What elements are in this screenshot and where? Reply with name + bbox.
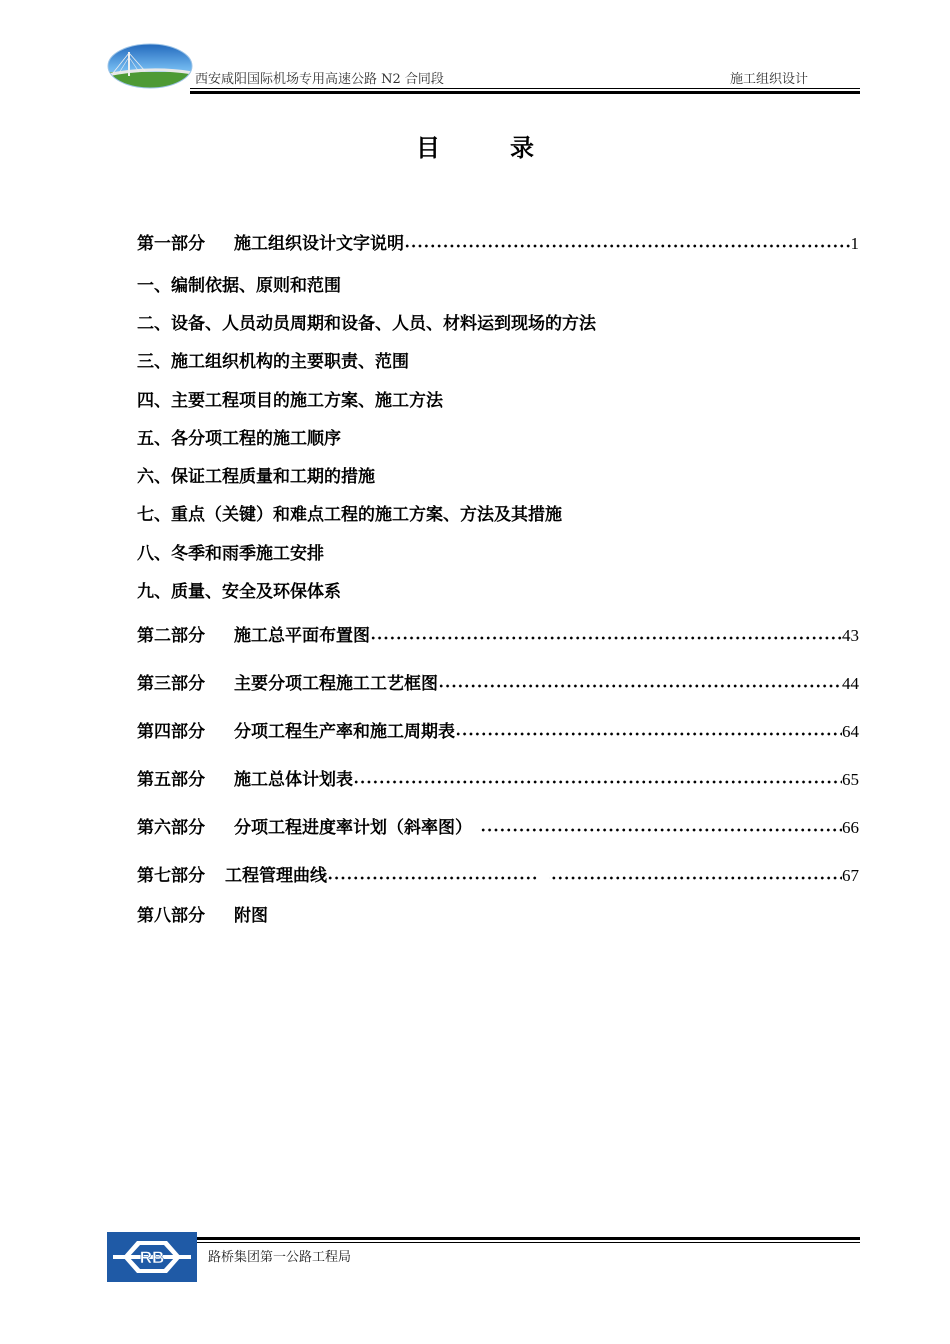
toc-part-title: 施工总平面布置图 bbox=[234, 626, 370, 646]
footer-org-name: 路桥集团第一公路工程局 bbox=[208, 1250, 352, 1265]
toc-part-title: 分项工程生产率和施工周期表 bbox=[234, 722, 455, 742]
toc-part-label: 第一部分 bbox=[137, 234, 205, 254]
toc-leader-dots bbox=[404, 244, 851, 248]
toc-part-title: 施工总体计划表 bbox=[234, 770, 353, 790]
toc-section-8[interactable]: 八、冬季和雨季施工安排 bbox=[137, 544, 324, 564]
toc-page-number: 67 bbox=[842, 866, 859, 885]
toc-leader-dots bbox=[327, 876, 842, 880]
header-document-type: 施工组织设计 bbox=[730, 72, 809, 87]
toc-page-number: 44 bbox=[842, 674, 859, 693]
toc-section-6[interactable]: 六、保证工程质量和工期的措施 bbox=[137, 467, 375, 487]
toc-part-5[interactable] bbox=[137, 766, 859, 790]
toc-leader-dots bbox=[438, 684, 842, 688]
toc-leader-dots bbox=[353, 780, 842, 784]
toc-section-9[interactable]: 九、质量、安全及环保体系 bbox=[137, 582, 341, 602]
toc-section-7[interactable]: 七、重点（关键）和难点工程的施工方案、方法及其措施 bbox=[137, 505, 562, 525]
footer-logo-text: RB bbox=[139, 1248, 165, 1267]
toc-page-number: 65 bbox=[842, 770, 859, 789]
toc-part-8[interactable] bbox=[137, 902, 268, 926]
footer-logo bbox=[107, 1232, 197, 1282]
toc-part-label: 第三部分 bbox=[137, 674, 205, 694]
toc-part-label: 第四部分 bbox=[137, 722, 205, 742]
bridge-logo-icon bbox=[107, 42, 193, 90]
toc-part-4[interactable] bbox=[137, 718, 859, 742]
rb-logo-icon bbox=[107, 1232, 197, 1282]
toc-page-number: 66 bbox=[842, 818, 859, 837]
toc-leader-dots bbox=[370, 636, 842, 640]
toc-part-label: 第六部分 bbox=[137, 818, 205, 838]
page-title: 目录 bbox=[416, 133, 604, 162]
toc-part-3[interactable] bbox=[137, 670, 859, 694]
toc-section-5[interactable]: 五、各分项工程的施工顺序 bbox=[137, 429, 341, 449]
toc-part-label: 第二部分 bbox=[137, 626, 205, 646]
toc-part-title: 附图 bbox=[234, 906, 268, 926]
footer-rule-thin bbox=[190, 1242, 860, 1243]
toc-part-label: 第五部分 bbox=[137, 770, 205, 790]
footer-rule-thick bbox=[190, 1237, 860, 1240]
toc-part-label: 第七部分 bbox=[137, 866, 205, 886]
toc-section-4[interactable]: 四、主要工程项目的施工方案、施工方法 bbox=[137, 391, 443, 411]
header-rule-thick bbox=[190, 91, 860, 94]
toc-part-2[interactable] bbox=[137, 622, 859, 646]
toc-section-2[interactable]: 二、设备、人员动员周期和设备、人员、材料运到现场的方法 bbox=[137, 314, 596, 334]
toc-part-title: 施工组织设计文字说明 bbox=[234, 234, 404, 254]
toc-leader-dots bbox=[480, 828, 842, 832]
toc-section-1[interactable]: 一、编制依据、原则和范围 bbox=[137, 276, 341, 296]
toc-page-number: 64 bbox=[842, 722, 859, 741]
toc-part-6[interactable] bbox=[137, 814, 859, 838]
toc-part-label: 第八部分 bbox=[137, 906, 205, 926]
toc-section-3[interactable]: 三、施工组织机构的主要职责、范围 bbox=[137, 352, 409, 372]
toc-part-1[interactable] bbox=[137, 230, 859, 254]
toc-part-7[interactable] bbox=[137, 862, 859, 886]
toc-page-number: 1 bbox=[850, 234, 859, 253]
toc-part-title: 分项工程进度率计划（斜率图） bbox=[234, 818, 472, 838]
header-rule-thin bbox=[190, 88, 860, 89]
toc-page-number: 43 bbox=[842, 626, 859, 645]
header-logo bbox=[107, 42, 193, 90]
toc-leader-dots bbox=[455, 732, 842, 736]
header-project-name: 西安咸阳国际机场专用高速公路 N2 合同段 bbox=[195, 72, 444, 87]
toc-part-title: 主要分项工程施工工艺框图 bbox=[234, 674, 438, 694]
toc-part-title: 工程管理曲线 bbox=[225, 866, 327, 886]
